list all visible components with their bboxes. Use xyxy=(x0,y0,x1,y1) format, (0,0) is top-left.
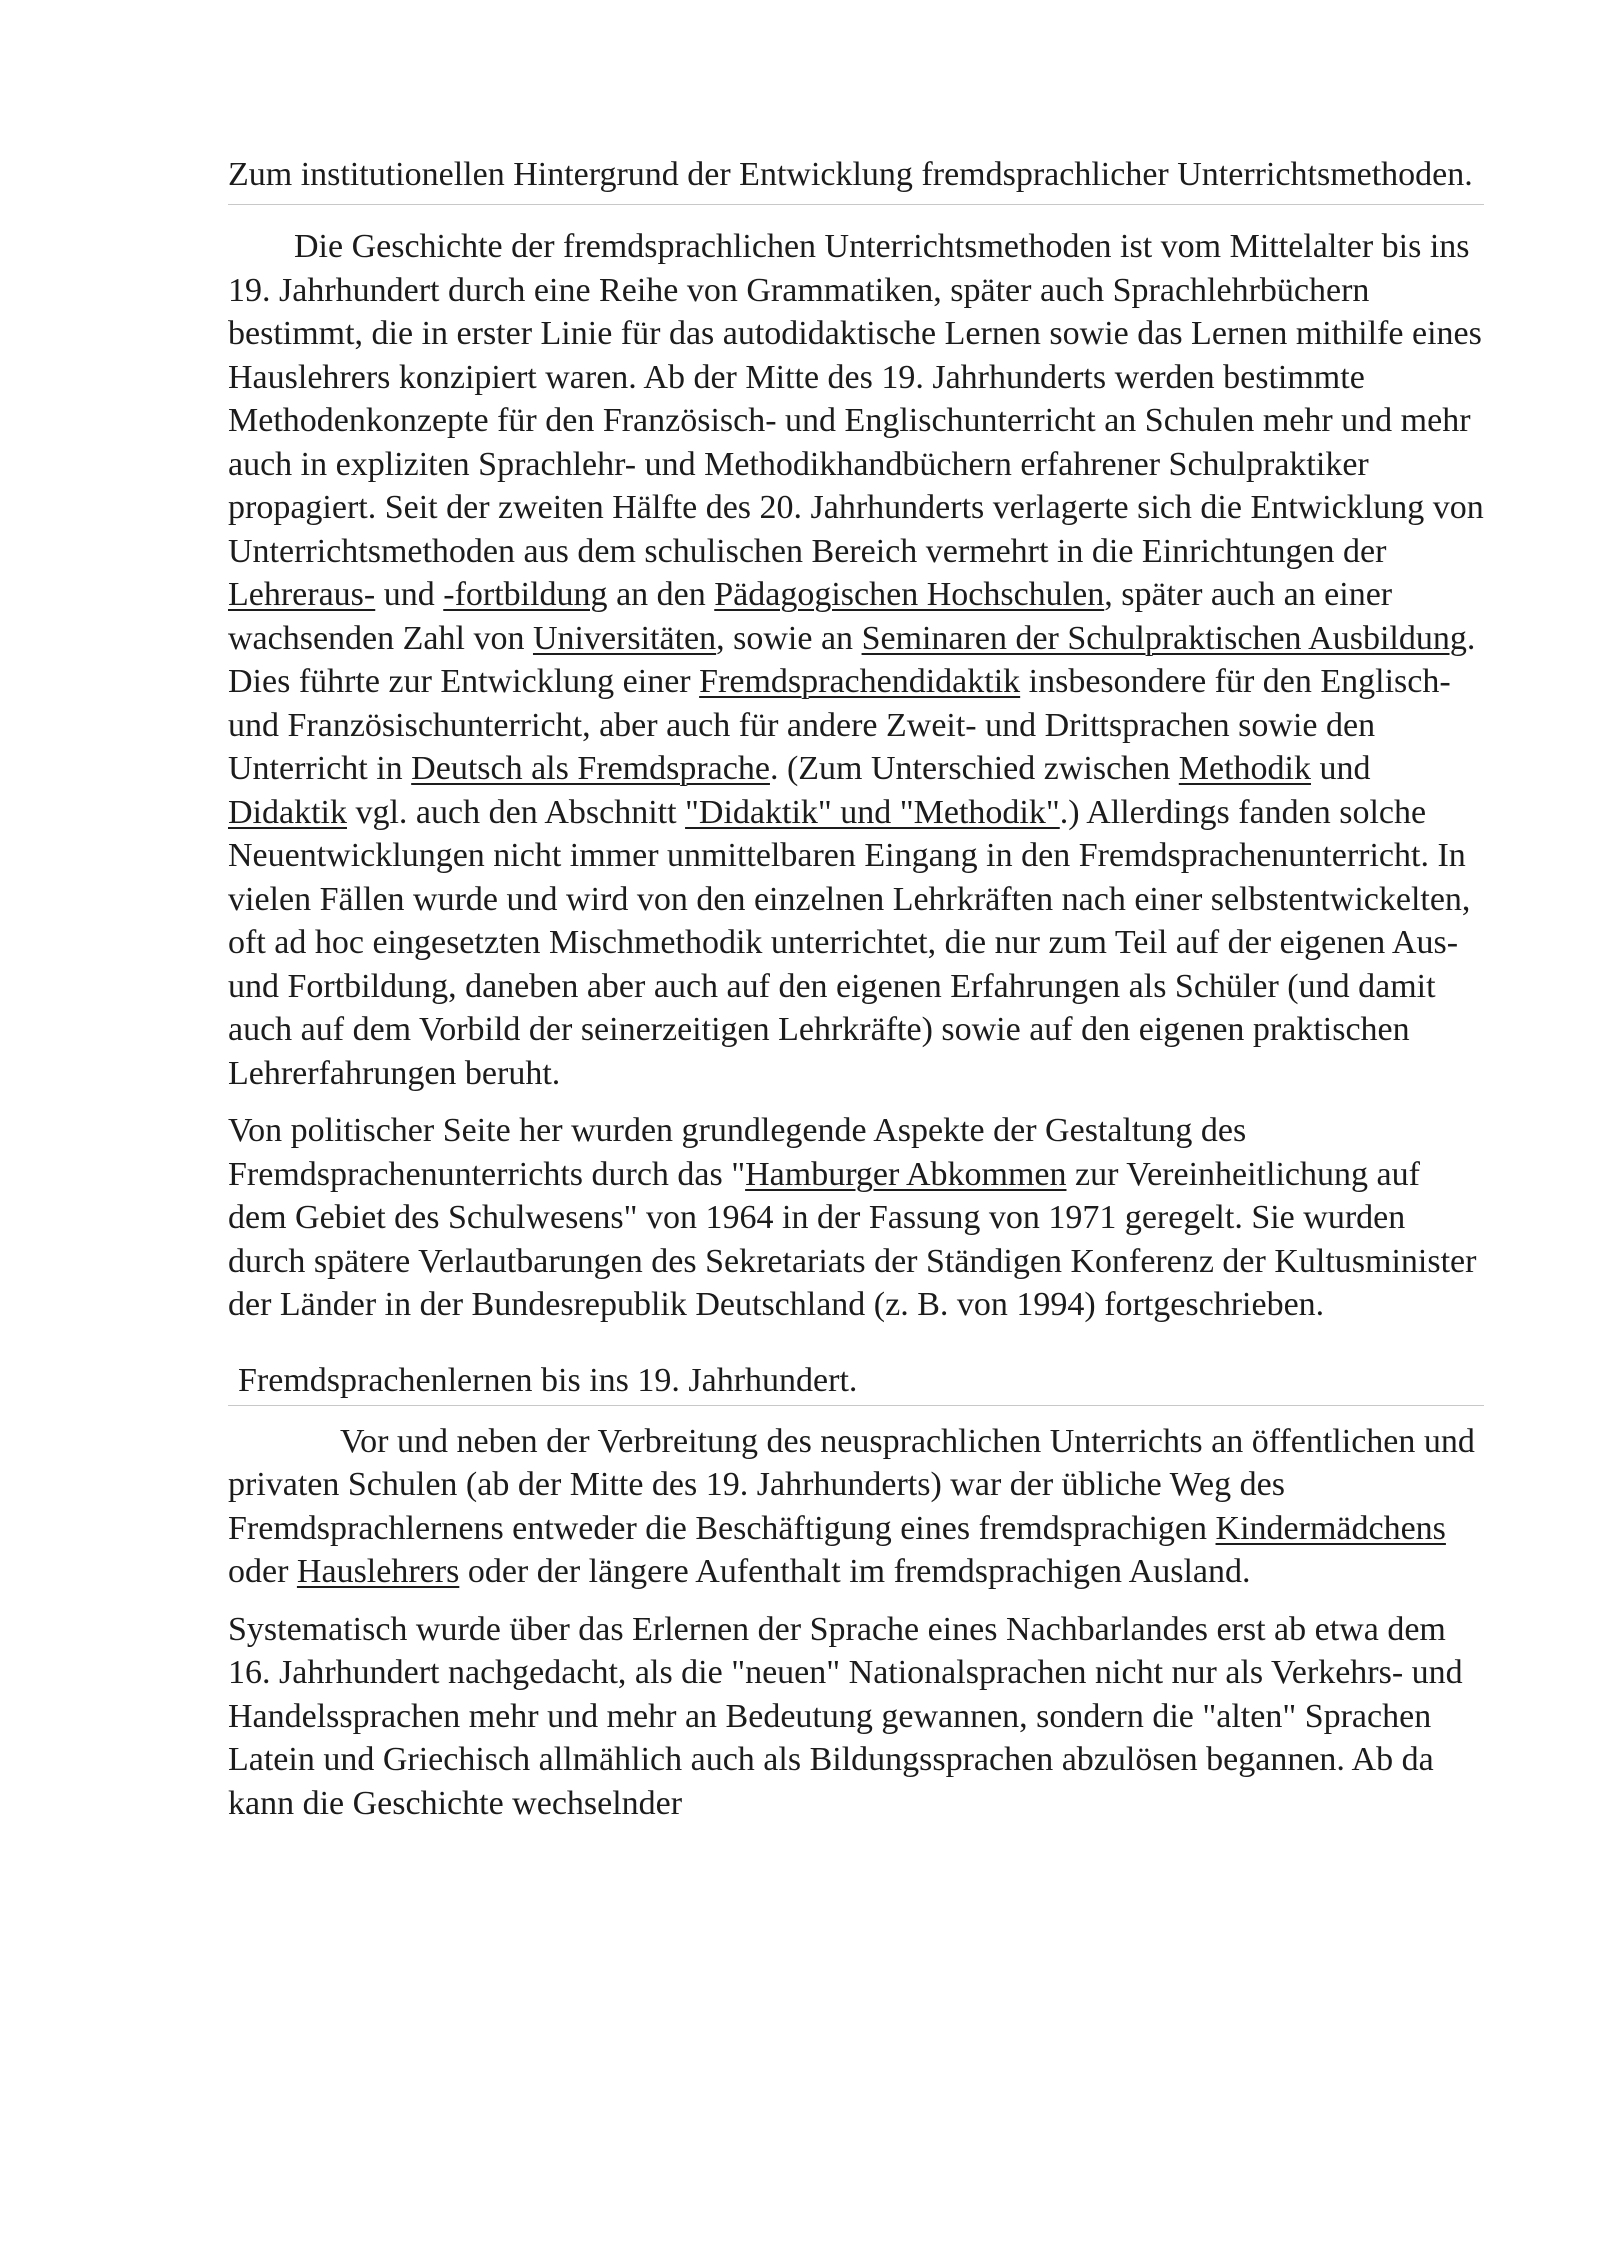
link-hauslehrers[interactable]: Hauslehrers xyxy=(296,1553,460,1590)
link-didaktik[interactable]: Didaktik xyxy=(228,793,347,831)
text-run: Von politischer Seite her wurden grundlegende Aspekte der Gestaltung des Fremdsprachenunterrichts durch das " xyxy=(228,1112,1247,1193)
paragraph-history-methods xyxy=(228,225,1484,1095)
link-didaktik-und-methodik[interactable]: "Didaktik" und "Methodik" xyxy=(685,793,1060,831)
text-run: .) Allerdings fanden solche Neuentwicklungen nicht immer unmittelbaren Eingang in den Fremdsprachenunterricht. In vielen Fällen wurde und wird von den einzelnen Lehrkräften nach einer selbstentwickelten, oft ad hoc eingesetzten Mischmethodik unterrichtet, die nur zum Teil auf der eigenen Aus- und Fortbildung, daneben aber auch auf den eigenen Erfahrungen als Schüler (und damit auch auf dem Vorbild der seinerzeitigen Lehrkräfte) sowie auf den eigenen praktischen Lehrerfahrungen beruht. xyxy=(228,793,1471,1092)
link-paedagogische-hochschulen[interactable]: Pädagogischen Hochschulen xyxy=(714,576,1105,613)
document-page xyxy=(228,150,1484,1825)
text-run: und xyxy=(375,576,444,613)
text-run: an den xyxy=(607,576,715,613)
paragraph-political-side xyxy=(228,1109,1484,1327)
link-hamburger-abkommen[interactable]: Hamburger Abkommen xyxy=(745,1155,1067,1193)
link-seminare-schulpraktische-ausbildung[interactable]: Seminaren der Schulpraktischen Ausbildung xyxy=(861,619,1467,657)
text-run: , später auch an einer wachsenden Zahl von xyxy=(228,576,1393,657)
text-run: Vor und neben der Verbreitung des neusprachlichen Unterrichts an öffentlichen und privaten Schulen (ab der Mitte des 19. Jahrhunderts) war der übliche Weg des Fremdsprachlernens entweder die Beschäftigung eines fremdsprachigen xyxy=(228,1422,1475,1547)
paragraph-before-modern-teaching xyxy=(228,1420,1484,1594)
link-kindermaedchens[interactable]: Kindermädchens xyxy=(1215,1509,1446,1547)
text-run: , sowie an xyxy=(716,619,862,657)
text-run: zur Vereinheitlichung auf dem Gebiet des Schulwesens" von 1964 in der Fassung von 1971 geregelt. Sie wurden durch spätere Verlautbarungen des Sekretariats der Ständigen Konferenz der Kultusminister der Länder in der Bundesrepublik Deutschland (z. B. von 1994) fortgeschrieben. xyxy=(228,1155,1477,1323)
section-heading-institutional-background: Zum institutionellen Hintergrund der Entwicklung fremdsprachlicher Unterrichtsmethoden. xyxy=(228,150,1484,205)
text-run: . (Zum Unterschied zwischen xyxy=(769,750,1179,787)
link-lehreraus[interactable]: Lehreraus- xyxy=(228,576,376,613)
link-methodik[interactable]: Methodik xyxy=(1178,750,1311,787)
section-heading-language-learning-19th-century: Fremdsprachenlernen bis ins 19. Jahrhundert. xyxy=(228,1359,1484,1406)
link-fortbildung[interactable]: -fortbildung xyxy=(443,576,608,613)
text-run: insbesondere für den Englisch- und Französischunterricht, aber auch für andere Zweit- und Drittsprachen sowie den Unterricht in xyxy=(228,663,1451,787)
link-universitaeten[interactable]: Universitäten xyxy=(532,619,717,657)
text-run: Systematisch wurde über das Erlernen der Sprache eines Nachbarlandes erst ab etwa dem 16. Jahrhundert nachgedacht, als die "neuen" Nationalsprachen nicht nur als Verkehrs- und Handelssprachen mehr und mehr an Bedeutung gewannen, sondern die "alten" Sprachen Latein und Griechisch allmählich auch als Bildungssprachen abzulösen begannen. Ab da kann die Geschichte wechselnder xyxy=(228,1610,1463,1822)
text-run: vgl. auch den Abschnitt xyxy=(346,793,686,831)
section-heading-wrapper xyxy=(228,1359,1484,1406)
text-run: oder xyxy=(228,1553,297,1590)
link-deutsch-als-fremdsprache[interactable]: Deutsch als Fremdsprache xyxy=(411,750,770,787)
text-run: oder der längere Aufenthalt im fremdsprachigen Ausland. xyxy=(459,1553,1251,1590)
paragraph-systematic-learning xyxy=(228,1608,1484,1826)
text-run: Die Geschichte der fremdsprachlichen Unterrichtsmethoden ist vom Mittelalter bis ins 19. Jahrhundert durch eine Reihe von Grammatiken, später auch Sprachlehrbüchern bestimmt, die in erster Linie für das autodidaktische Lernen sowie das Lernen mithilfe eines Hauslehrers konzipiert waren. Ab der Mitte des 19. Jahrhunderts werden bestimmte Methodenkonzepte für den Französisch- und Englischunterricht an Schulen mehr und mehr auch in expliziten Sprachlehr- und Methodikhandbüchern erfahrener Schulpraktiker propagiert. Seit der zweiten Hälfte des 20. Jahrhunderts verlagerte sich die Entwicklung von Unterrichtsmethoden aus dem schulischen Bereich vermehrt in die Einrichtungen der xyxy=(228,228,1484,570)
text-run: und xyxy=(1311,750,1371,787)
link-fremdsprachendidaktik[interactable]: Fremdsprachendidaktik xyxy=(699,663,1021,700)
text-run: . Dies führte zur Entwicklung einer xyxy=(228,619,1476,700)
